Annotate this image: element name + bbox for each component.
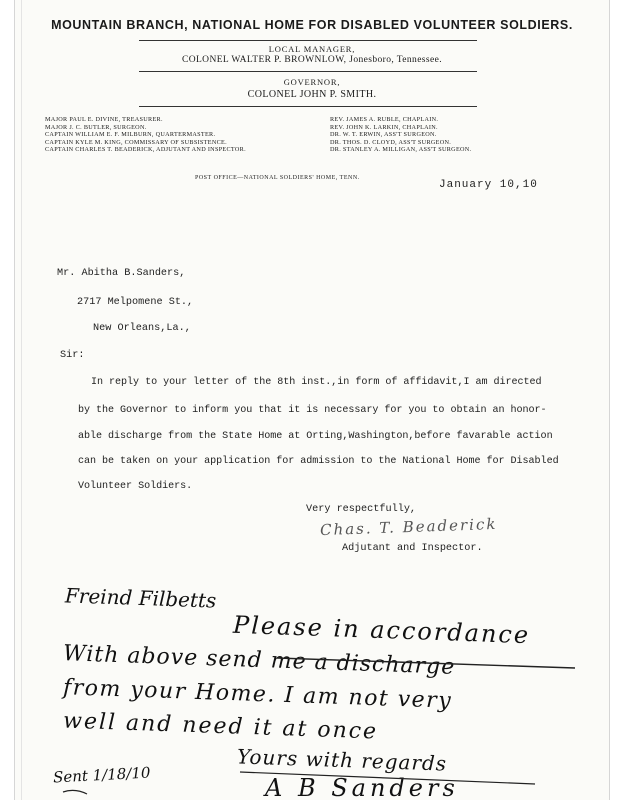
typed-letter-signature: Chas. T. Beaderick: [319, 514, 498, 540]
governor-name: COLONEL JOHN P. SMITH.: [247, 89, 377, 100]
local-manager-title: LOCAL MANAGER,: [268, 44, 356, 54]
recipient-street: 2717 Melpomene St.,: [77, 297, 194, 308]
recipient-name: Mr. Abitha B.Sanders,: [57, 268, 186, 279]
handwritten-line: Please in accordance: [232, 610, 531, 650]
letter-body-line: Volunteer Soldiers.: [78, 481, 193, 492]
letter-date: January 10,10: [439, 179, 538, 191]
letterhead-organization: MOUNTAIN BRANCH, NATIONAL HOME FOR DISABLED VOLUNTEER SOLDIERS.: [51, 18, 573, 32]
staff-entry: MAJOR PAUL E. DIVINE, TREASURER.: [45, 116, 163, 123]
letter-body-line: can be taken on your application for admission to the National Home for Disabled: [78, 456, 559, 467]
staff-entry: CAPTAIN WILLIAM E. F. MILBURN, QUARTERMASTER.: [45, 131, 216, 139]
staff-entry: CAPTAIN KYLE M. KING, COMMISSARY OF SUBSISTENCE.: [45, 138, 227, 146]
handwritten-sent-date: Sent 1/18/10: [52, 763, 151, 787]
handwritten-line: With above send me a discharge: [62, 641, 456, 680]
document-page: [14, 0, 610, 800]
staff-entry: REV. JOHN K. LARKIN, CHAPLAIN.: [330, 123, 438, 131]
handwritten-greeting: Freind Filbetts: [64, 583, 217, 613]
letter-closing: Very respectfully,: [306, 504, 417, 515]
handwritten-line: well and need it at once: [62, 708, 379, 745]
governor-title: GOVERNOR,: [283, 77, 341, 87]
letter-body-line: by the Governor to inform you that it is necessary for you to obtain an honor-: [78, 405, 547, 416]
staff-entry: DR. W. T. ERWIN, ASS'T SURGEON.: [330, 131, 437, 139]
handwritten-line: from your Home. I am not very: [62, 675, 453, 714]
letter-body-line: able discharge from the State Home at Orting,Washington,before favarable action: [78, 431, 553, 442]
staff-entry: DR. THOS. D. CLOYD, ASS'T SURGEON.: [330, 138, 452, 146]
staff-entry: REV. JAMES A. RUBLE, CHAPLAIN.: [330, 116, 439, 123]
salutation: Sir:: [60, 350, 85, 361]
local-manager-name: COLONEL WALTER P. BROWNLOW, Jonesboro, Tennessee.: [181, 55, 443, 65]
handwritten-signature: A B Sanders: [265, 774, 459, 800]
staff-entry: DR. STANLEY A. MILLIGAN, ASS'T SURGEON.: [330, 146, 472, 154]
pen-strokes: [15, 0, 609, 800]
signer-title: Adjutant and Inspector.: [342, 543, 483, 554]
recipient-city: New Orleans,La.,: [93, 323, 191, 334]
staff-entry: MAJOR J. C. BUTLER, SURGEON.: [45, 123, 147, 131]
handwritten-closing: Yours with regards: [236, 744, 448, 776]
post-office-line: POST OFFICE—NATIONAL SOLDIERS' HOME, TENN.: [195, 175, 360, 181]
staff-entry: CAPTAIN CHARLES T. BEADERICK, ADJUTANT AND INSPECTOR.: [45, 146, 246, 154]
letter-body-line: In reply to your letter of the 8th inst.,in form of affidavit,I am directed: [91, 377, 542, 388]
